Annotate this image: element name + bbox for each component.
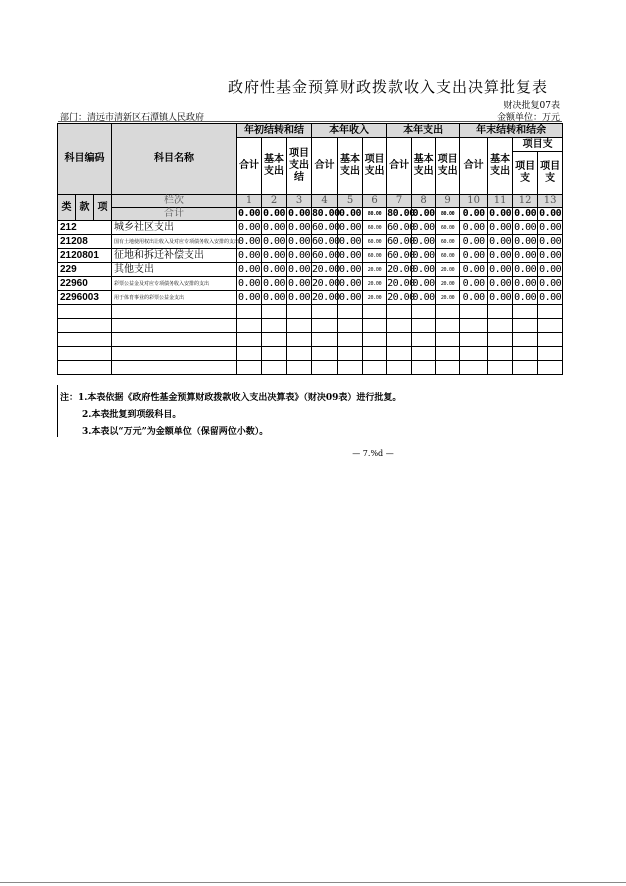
- lei-header: 类: [58, 195, 76, 221]
- row-value: 0.00: [339, 235, 362, 247]
- row-value: 0.00: [489, 249, 512, 261]
- col-num: 5: [338, 195, 363, 208]
- empty-cell: [58, 319, 112, 333]
- row-value: 0.00: [489, 291, 512, 303]
- empty-cell: [538, 319, 563, 333]
- document-title: 政府性基金预算财政拨款收入支出决算批复表: [227, 78, 548, 96]
- empty-cell: [387, 361, 412, 375]
- row-value: 20.00: [312, 277, 340, 289]
- row-value: 60.00: [387, 249, 415, 261]
- row-value: 0.00: [339, 291, 362, 303]
- row-name: 其他支出: [112, 263, 237, 277]
- row-value: 0.00: [539, 221, 562, 233]
- row-value: 20.00: [387, 291, 415, 303]
- department-label: 部门：清远市清新区石潭镇人民政府: [60, 113, 205, 123]
- empty-cell: [237, 305, 262, 319]
- empty-cell: [287, 347, 312, 361]
- empty-cell: [460, 333, 488, 347]
- empty-cell: [112, 319, 237, 333]
- row-value: 0.00: [262, 291, 286, 303]
- row-code: 22960: [58, 277, 112, 291]
- empty-cell: [262, 305, 287, 319]
- empty-cell: [262, 319, 287, 333]
- row-value: 0.00: [287, 249, 311, 261]
- income-project-header: 项目支出: [363, 138, 387, 195]
- empty-cell: [488, 305, 513, 319]
- row-value: 0.00: [460, 221, 488, 235]
- col-num: 7: [387, 195, 412, 208]
- row-value: 20.00: [312, 263, 340, 275]
- row-value: 0.00: [514, 235, 537, 247]
- row-value: 0.00: [237, 235, 261, 247]
- empty-cell: [262, 347, 287, 361]
- empty-cell: [338, 319, 363, 333]
- total-cell: 80.00: [387, 208, 415, 219]
- row-value: 0.00: [237, 249, 261, 261]
- row-value: 20.00: [363, 277, 387, 291]
- unit-label: 金额单位：万元: [496, 113, 560, 123]
- closing-project-sub2: 项目支: [538, 152, 563, 195]
- empty-cell: [237, 361, 262, 375]
- empty-cell: [436, 361, 460, 375]
- empty-cell: [287, 333, 312, 347]
- budget-table: [57, 123, 563, 375]
- empty-cell: [363, 333, 387, 347]
- empty-row: [58, 319, 563, 333]
- empty-cell: [363, 319, 387, 333]
- total-cell: 80.00: [363, 208, 387, 221]
- row-value: 20.00: [436, 291, 460, 305]
- total-cell: 0.00: [412, 208, 435, 219]
- total-cell: 0.00: [262, 208, 286, 219]
- row-value: 60.00: [363, 249, 387, 263]
- empty-row: [58, 361, 563, 375]
- row-code: 212: [58, 221, 112, 235]
- col-num: 1: [237, 195, 262, 208]
- empty-cell: [436, 305, 460, 319]
- total-cell: 80.00: [312, 208, 340, 219]
- empty-cell: [412, 361, 436, 375]
- row-value: 60.00: [312, 235, 340, 247]
- expense-project-header: 项目支出: [436, 138, 460, 195]
- row-value: 0.00: [412, 249, 435, 261]
- row-value: 0.00: [287, 263, 311, 275]
- empty-cell: [436, 333, 460, 347]
- row-value: 0.00: [489, 263, 512, 275]
- row-value: 0.00: [412, 291, 435, 303]
- empty-cell: [338, 305, 363, 319]
- lanci-label: 栏次: [112, 195, 237, 208]
- row-value: 0.00: [412, 221, 435, 233]
- col-num: 2: [262, 195, 287, 208]
- row-value: 20.00: [363, 263, 387, 277]
- row-value: 60.00: [363, 235, 387, 249]
- row-name: 征地和拆迁补偿支出: [112, 249, 237, 263]
- row-value: 0.00: [489, 221, 512, 233]
- note-2: 2.本表批复到项级科目。: [82, 410, 182, 420]
- kuan-header: 款: [76, 195, 94, 221]
- row-code: 21208: [58, 235, 112, 249]
- empty-cell: [363, 347, 387, 361]
- empty-cell: [488, 347, 513, 361]
- row-value: 60.00: [363, 221, 387, 235]
- table-row: [58, 291, 563, 305]
- row-value: 0.00: [412, 263, 435, 275]
- empty-cell: [312, 333, 338, 347]
- empty-cell: [412, 319, 436, 333]
- notes-block: [60, 390, 401, 441]
- empty-cell: [312, 319, 338, 333]
- col-num: 6: [363, 195, 387, 208]
- empty-cell: [460, 319, 488, 333]
- empty-cell: [237, 333, 262, 347]
- form-code: 财决批复07表: [503, 101, 560, 111]
- empty-cell: [312, 305, 338, 319]
- row-value: 20.00: [363, 291, 387, 305]
- empty-cell: [287, 319, 312, 333]
- empty-cell: [338, 333, 363, 347]
- total-cell: 0.00: [539, 208, 562, 219]
- closing-project-header: 项目支: [513, 138, 563, 152]
- total-cell: 0.00: [237, 208, 261, 219]
- row-value: 60.00: [436, 249, 460, 263]
- row-value: 20.00: [387, 263, 415, 275]
- empty-cell: [287, 361, 312, 375]
- total-cell: 0.00: [339, 208, 362, 219]
- row-value: 20.00: [436, 277, 460, 291]
- col-num: 12: [513, 195, 538, 208]
- empty-row: [58, 347, 563, 361]
- row-value: 0.00: [339, 263, 362, 275]
- row-value: 0.00: [539, 249, 562, 261]
- row-value: 0.00: [489, 277, 512, 289]
- row-value: 0.00: [287, 221, 311, 233]
- row-value: 0.00: [460, 235, 488, 249]
- empty-cell: [513, 333, 538, 347]
- col-num: 3: [287, 195, 312, 208]
- table-row: [58, 221, 563, 235]
- row-value: 0.00: [339, 249, 362, 261]
- total-label: 合计: [112, 208, 237, 221]
- empty-cell: [436, 319, 460, 333]
- row-value: 60.00: [312, 221, 340, 233]
- empty-cell: [387, 319, 412, 333]
- row-value: 0.00: [514, 249, 537, 261]
- empty-cell: [513, 347, 538, 361]
- empty-row: [58, 305, 563, 319]
- header-divider: [58, 121, 562, 122]
- empty-cell: [237, 319, 262, 333]
- row-name: 城乡社区支出: [112, 221, 237, 235]
- empty-cell: [58, 333, 112, 347]
- row-value: 60.00: [387, 221, 415, 233]
- row-code: 2120801: [58, 249, 112, 263]
- empty-cell: [538, 361, 563, 375]
- note-3: 3.本表以“万元”为金额单位（保留两位小数）。: [82, 427, 269, 437]
- empty-cell: [513, 319, 538, 333]
- row-value: 0.00: [237, 291, 261, 303]
- row-code: 2296003: [58, 291, 112, 305]
- row-value: 0.00: [460, 249, 488, 263]
- row-value: 20.00: [312, 291, 340, 303]
- row-value: 0.00: [237, 263, 261, 275]
- row-value: 0.00: [237, 277, 261, 289]
- empty-cell: [287, 305, 312, 319]
- empty-cell: [58, 347, 112, 361]
- empty-cell: [312, 361, 338, 375]
- note-1: 注：1.本表依据《政府性基金预算财政拨款收入支出决算表》（财决09表）进行批复。: [60, 393, 402, 403]
- row-name: 彩票公益金及对应专项债务收入安排的支出: [112, 277, 237, 291]
- row-name: 国有土地使用权出让收入及对应专项债务收入安排的支出: [112, 235, 237, 249]
- expense-basic-header: 基本支出: [412, 138, 436, 195]
- row-value: 0.00: [514, 291, 537, 303]
- empty-cell: [112, 305, 237, 319]
- group-header-opening: 年初结转和结: [237, 124, 312, 138]
- row-value: 60.00: [387, 235, 415, 247]
- total-cell: 0.00: [514, 208, 537, 219]
- empty-cell: [312, 347, 338, 361]
- empty-cell: [412, 305, 436, 319]
- row-value: 0.00: [339, 221, 362, 233]
- table-row: [58, 235, 563, 249]
- row-value: 0.00: [287, 277, 311, 289]
- col-num: 9: [436, 195, 460, 208]
- income-basic-header: 基本支出: [338, 138, 363, 195]
- empty-cell: [538, 305, 563, 319]
- empty-cell: [112, 361, 237, 375]
- page-bottom-rule: [0, 882, 626, 883]
- closing-total-header: 合计: [460, 138, 488, 195]
- empty-cell: [460, 305, 488, 319]
- empty-cell: [488, 361, 513, 375]
- row-value: 0.00: [262, 235, 286, 247]
- closing-project-sub1: 项目支: [513, 152, 538, 195]
- row-value: 0.00: [460, 291, 488, 305]
- group-header-closing: 年末结转和结余: [460, 124, 563, 138]
- page-number: — 7.%d —: [352, 449, 394, 458]
- group-header-expense: 本年支出: [387, 124, 460, 138]
- row-value: 0.00: [460, 277, 488, 291]
- row-value: 0.00: [412, 235, 435, 247]
- totals-row: [58, 208, 563, 221]
- empty-cell: [112, 347, 237, 361]
- col-num: 8: [412, 195, 436, 208]
- row-value: 0.00: [539, 277, 562, 289]
- code-column-header: 科目编码: [58, 124, 112, 195]
- empty-cell: [58, 305, 112, 319]
- row-value: 60.00: [436, 221, 460, 235]
- empty-cell: [538, 333, 563, 347]
- total-cell: 0.00: [287, 208, 311, 219]
- row-value: 0.00: [489, 235, 512, 247]
- empty-cell: [412, 333, 436, 347]
- empty-cell: [460, 347, 488, 361]
- row-value: 0.00: [339, 277, 362, 289]
- empty-cell: [387, 305, 412, 319]
- row-value: 0.00: [514, 221, 537, 233]
- name-column-header: 科目名称: [112, 124, 237, 195]
- row-value: 0.00: [539, 291, 562, 303]
- income-total-header: 合计: [312, 138, 338, 195]
- empty-cell: [262, 333, 287, 347]
- opening-basic-header: 基本支出: [262, 138, 287, 195]
- empty-cell: [262, 361, 287, 375]
- table-row: [58, 277, 563, 291]
- table-row: [58, 249, 563, 263]
- empty-cell: [58, 361, 112, 375]
- empty-cell: [436, 347, 460, 361]
- row-code: 229: [58, 263, 112, 277]
- row-value: 0.00: [287, 235, 311, 247]
- row-value: 0.00: [262, 263, 286, 275]
- xiang-header: 项: [94, 195, 112, 221]
- row-value: 0.00: [514, 263, 537, 275]
- empty-cell: [112, 333, 237, 347]
- row-name: 用于体育事业的彩票公益金支出: [112, 291, 237, 305]
- row-value: 0.00: [262, 221, 286, 233]
- empty-cell: [387, 347, 412, 361]
- total-cell: 0.00: [460, 208, 488, 221]
- empty-cell: [513, 361, 538, 375]
- col-num: 4: [312, 195, 338, 208]
- expense-total-header: 合计: [387, 138, 412, 195]
- row-value: 0.00: [514, 277, 537, 289]
- opening-total-header: 合计: [237, 138, 262, 195]
- empty-cell: [538, 347, 563, 361]
- empty-cell: [412, 347, 436, 361]
- row-value: 0.00: [262, 277, 286, 289]
- empty-cell: [363, 305, 387, 319]
- empty-cell: [338, 361, 363, 375]
- row-value: 0.00: [539, 263, 562, 275]
- empty-cell: [363, 361, 387, 375]
- empty-cell: [460, 361, 488, 375]
- empty-cell: [237, 347, 262, 361]
- empty-cell: [488, 319, 513, 333]
- row-value: 0.00: [460, 263, 488, 277]
- group-header-income: 本年收入: [312, 124, 387, 138]
- row-value: 20.00: [387, 277, 415, 289]
- empty-cell: [338, 347, 363, 361]
- opening-project-header: 项目支出结: [287, 138, 312, 195]
- total-cell: 80.00: [436, 208, 460, 221]
- row-value: 60.00: [436, 235, 460, 249]
- row-value: 0.00: [262, 249, 286, 261]
- col-num: 11: [488, 195, 513, 208]
- closing-basic-header: 基本支出: [488, 138, 513, 195]
- row-value: 0.00: [237, 221, 261, 233]
- row-value: 20.00: [436, 263, 460, 277]
- col-num: 10: [460, 195, 488, 208]
- row-value: 0.00: [539, 235, 562, 247]
- empty-row: [58, 333, 563, 347]
- col-num: 13: [538, 195, 563, 208]
- empty-cell: [387, 333, 412, 347]
- row-value: 0.00: [412, 277, 435, 289]
- empty-cell: [513, 305, 538, 319]
- empty-cell: [488, 333, 513, 347]
- table-row: [58, 263, 563, 277]
- notes-left-border: [57, 385, 58, 437]
- row-value: 60.00: [312, 249, 340, 261]
- row-value: 0.00: [287, 291, 311, 303]
- total-cell: 0.00: [489, 208, 512, 219]
- data-rows: [58, 221, 563, 375]
